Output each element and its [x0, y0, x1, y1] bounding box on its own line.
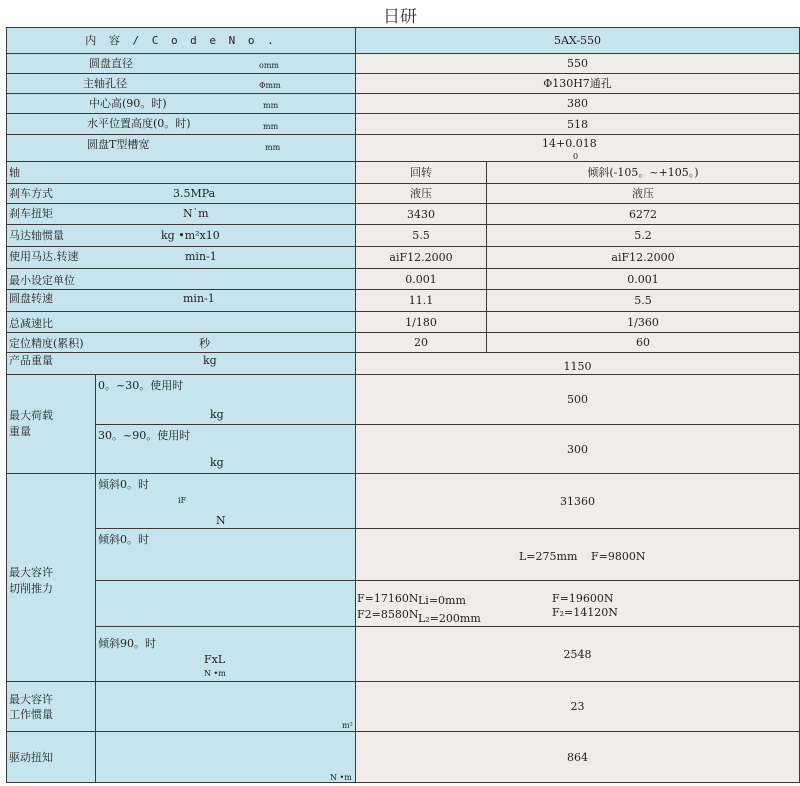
perf-row: 圆盘转速 min-1 — [6, 289, 356, 312]
thrust-condition — [95, 580, 356, 627]
tilt-value: 60 — [486, 332, 800, 353]
thrust-condition: 倾斜90。时 FxL N •m — [95, 626, 356, 682]
load-condition: 30。~90。使用时 kg — [95, 424, 356, 474]
torque-label: 驱动扭知 — [6, 731, 96, 783]
max-load-label: 最大荷载 重量 — [6, 374, 96, 474]
spec-value: 14+0.018 0 — [355, 134, 800, 162]
spec-row: 圆盘直径 omm — [6, 53, 356, 74]
rotation-value: 11.1 — [355, 289, 487, 312]
max-thrust-label: 最大容许 切削推力 — [6, 473, 96, 682]
torque-unit-cell: N •m — [95, 731, 356, 783]
spec-row: 中心高(90。时) mm — [6, 93, 356, 114]
tilt-value: 1/360 — [486, 311, 800, 333]
spec-row: 水平位置高度(0。时) mm — [6, 113, 356, 135]
perf-row: 使用马达.转速 min-1 — [6, 246, 356, 269]
thrust-value: 2548 — [355, 626, 800, 682]
rotation-value: 液压 — [355, 183, 487, 204]
load-value: 500 — [355, 374, 800, 425]
thrust-value: 31360 — [355, 473, 800, 529]
thrust-condition: 倾斜0。时 iF N — [95, 473, 356, 529]
document-title: 日研 — [383, 7, 417, 27]
rotation-value: 1/180 — [355, 311, 487, 333]
spec-row: 主轴孔径 Φmm — [6, 73, 356, 94]
spec-value: Φ130H7通孔 — [355, 73, 800, 94]
model-number: 5AX-550 — [355, 27, 800, 54]
perf-row: 定位精度(累积) 秒 — [6, 332, 356, 353]
weight-row: 产品重量 kg — [6, 352, 356, 375]
load-value: 300 — [355, 424, 800, 474]
tilt-value: 6272 — [486, 203, 800, 225]
tilt-value: aiF12.2000 — [486, 246, 800, 269]
rotation-value: 5.5 — [355, 224, 487, 247]
tilt-value: 5.2 — [486, 224, 800, 247]
thrust-value: F=17160N F2=8580N Li=0mm L₂=200mm F=19600N F₂=14120N — [355, 580, 800, 627]
load-condition: 0。~30。使用时 kg — [95, 374, 356, 425]
torque-value: 864 — [355, 731, 800, 783]
inertia-unit-cell: m² — [95, 681, 356, 732]
axis-label: 轴 — [6, 161, 356, 184]
spec-row: 圆盘T型槽宽 mm — [6, 134, 356, 162]
tilt-value: 5.5 — [486, 289, 800, 312]
thrust-condition: 倾斜0。时 — [95, 528, 356, 581]
rotation-value: 0.001 — [355, 268, 487, 290]
spec-value: 518 — [355, 113, 800, 135]
perf-row: 总减速比 — [6, 311, 356, 333]
axis-tilt: 倾斜(-105。~+105。) — [486, 161, 800, 184]
inertia-value: 23 — [355, 681, 800, 732]
rotation-value: 3430 — [355, 203, 487, 225]
thrust-value: L=275mm F=9800N — [355, 528, 800, 581]
perf-row: 马达轴惯量 kg •m²x10 — [6, 224, 356, 247]
perf-row: 刹车方式 3.5MPa — [6, 183, 356, 204]
rotation-value: aiF12.2000 — [355, 246, 487, 269]
header-label: 内 容 / C o d e N o . — [6, 27, 356, 54]
inertia-label: 最大容许 工作惯量 — [6, 681, 96, 732]
perf-row: 刹车扭矩 N˙m — [6, 203, 356, 225]
spec-value: 550 — [355, 53, 800, 74]
spec-value: 380 — [355, 93, 800, 114]
rotation-value: 20 — [355, 332, 487, 353]
tilt-value: 液压 — [486, 183, 800, 204]
weight-value: 1150 — [355, 352, 800, 375]
tilt-value: 0.001 — [486, 268, 800, 290]
axis-rotation: 回转 — [355, 161, 487, 184]
perf-row: 最小设定单位 — [6, 268, 356, 290]
